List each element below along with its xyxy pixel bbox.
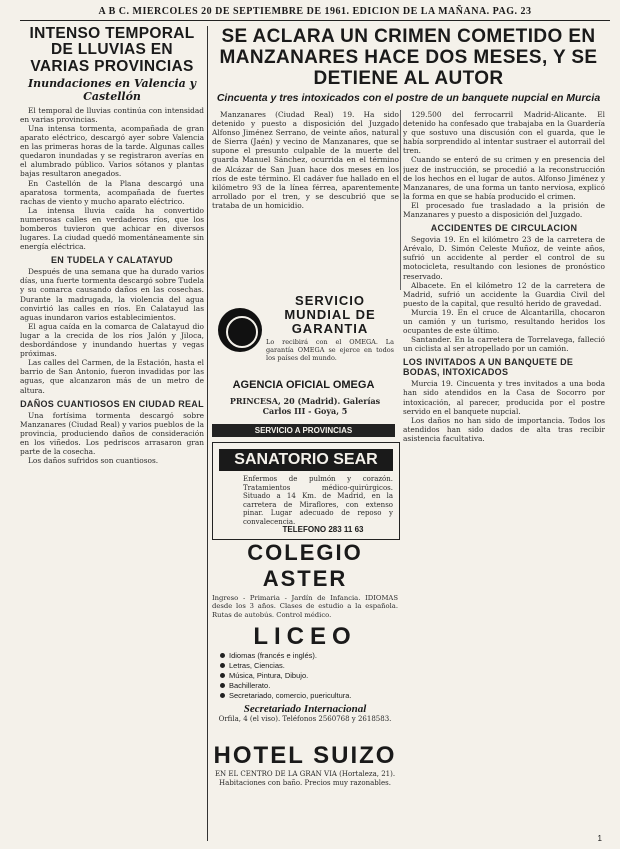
column-rule — [400, 110, 401, 290]
section-heading: EN TUDELA Y CALATAYUD — [51, 255, 173, 266]
list-item: Bachillerato. — [220, 681, 398, 691]
liceo-list — [220, 651, 398, 701]
hotel-ad — [212, 742, 398, 842]
hotel-title: HOTEL SUIZO — [213, 742, 397, 769]
colegio-title: COLEGIO ASTER — [247, 540, 363, 591]
section-heading: ACCIDENTES DE CIRCULACION — [430, 223, 578, 234]
paragraph: Las calles del Carmen, de la Estación, hasta el barrio de San Antonio, fueron invadidas por las aguas, que alcanzaron más de un metro de altura. — [20, 358, 204, 395]
news-article — [403, 110, 605, 443]
paragraph: Cuando se enteró de su crimen y en presencia del juez de instrucción, se procedió a la reconstrucción de los hechos en el lugar de autos. Alfonso Jiménez y Manzanares, de una forma un tanto nerviosa, explicó la forma en que se había producido el crimen. — [403, 155, 605, 201]
page-number: 1 — [597, 834, 602, 843]
liceo-title: LICEO — [253, 623, 357, 651]
hotel-text: EN EL CENTRO DE LA GRAN VIA (Hortaleza, 21). Habitaciones con baño. Precios muy razonables. — [214, 770, 396, 787]
paragraph: El procesado fue trasladado a la prisión de Manzanares y puesto a disposición del Juzgado. — [403, 200, 605, 220]
colegio-ad — [212, 540, 398, 740]
list-item: Letras, Ciencias. — [220, 661, 398, 671]
paragraph: Murcia 19. Cincuenta y tres invitados a una boda han sido atendidos en la Casa de Socorro por intoxicación, al parecer, producida por el postre servido en el banquete nupcial. — [403, 379, 605, 416]
list-item: Música, Pintura, Dibujo. — [220, 671, 398, 681]
sanatorio-ad — [212, 442, 400, 540]
colegio-contact: Orfila, 4 (el viso). Teléfonos 2560768 y 2618583. — [218, 715, 392, 724]
crime-subhead: Cincuenta y tres intoxicados con el postre de un banquete nupcial en Murcia — [216, 92, 601, 104]
weather-headline: INTENSO TEMPORAL DE LLUVIAS EN VARIAS PROVINCIAS — [29, 26, 195, 75]
paragraph: Segovia 19. En el kilómetro 23 de la carretera de Arévalo, D. Simón Celeste Muñoz, de veinte años, sufrió un accidente al perder el control de su motocicleta, resultando con lesiones de pronóstico reservado. — [403, 235, 605, 281]
paragraph: El agua caída en la comarca de Calatayud dio lugar a la crecida de los ríos Jalón y Jiloca, desbordándose y inundando huertas y vegas próximas. — [20, 321, 204, 359]
omega-agency: AGENCIA OFICIAL OMEGA — [232, 379, 375, 391]
column-rule — [207, 26, 208, 841]
weather-subhead: Inundaciones en Valencia y Castellón — [27, 76, 197, 103]
column-crime — [212, 110, 399, 288]
column-weather — [20, 26, 204, 841]
omega-ad — [212, 290, 395, 440]
paragraph: El temporal de lluvias continúa con intensidad en varias provincias. — [20, 105, 204, 124]
paragraph: La intensa lluvia caída ha convertido numerosas calles en verdaderos ríos, que los bomberos tuvieron que achicar en diversos lugares. La ciudad quedó momentáneamente sin energía eléctrica. — [20, 205, 204, 252]
masthead: A B C. MIERCOLES 20 DE SEPTIEMBRE DE 1961. EDICION DE LA MAÑANA. PAG. 23 — [20, 6, 610, 21]
omega-stripe: SERVICIO A PROVINCIAS — [212, 424, 395, 437]
crime-headline-block — [212, 26, 605, 104]
paragraph: Murcia 19. En el cruce de Alcantarilla, chocaron un camión y un turismo, resultando heridos los ocupantes de este último. — [403, 307, 605, 336]
paragraph: Santander. En la carretera de Torrelavega, falleció un ciclista al ser atropellado por un camión. — [403, 335, 605, 354]
paragraph: Después de una semana que ha durado varios días, una fuerte tormenta descargó sobre Tudela y su comarca causando daños en las cosechas. Durante la madrugada, la violencia del agua convirtió las calles en ríos. En Calatayud las aguas inundaron varios establecimientos. — [20, 267, 204, 322]
paragraph: Albacete. En el kilómetro 12 de la carretera de Madrid, sufrió un accidente la Guardia Civil del puesto de la capital, que resultó herido de gravedad. — [403, 280, 605, 308]
phone-number: 283 11 63 — [328, 525, 364, 534]
sanatorio-phone — [253, 525, 393, 534]
secretariado-heading: Secretariado Internacional — [243, 703, 367, 716]
list-item: Idiomas (francés e inglés). — [220, 651, 398, 661]
omega-address: PRINCESA, 20 (Madrid). Galerías Carlos III - Goya, 5 — [229, 396, 381, 416]
globe-icon — [218, 308, 262, 352]
phone-label: TELEFONO — [282, 525, 327, 534]
section-heading: DAÑOS CUANTIOSOS EN CIUDAD REAL — [20, 398, 204, 409]
weather-article — [20, 106, 204, 465]
paragraph: 129.500 del ferrocarril Madrid-Alicante. El detenido ha confesado que trabajaba en la Guardería y que sostuvo una discusión con el guarda, que le había sorprendido al intentar sustraer el autorrail del tren. — [403, 110, 605, 156]
colegio-text: Ingreso - Primaria - Jardín de Infancia. IDIOMAS desde los 3 años. Clases de estudio a la española. Rutas de autobús. Control médico. — [212, 594, 398, 619]
crime-headline: SE ACLARA UN CRIMEN COMETIDO EN MANZANARES HACE DOS MESES, Y SE DETIENE AL AUTOR — [219, 26, 598, 89]
paragraph: Los daños sufridos son cuantiosos. — [28, 456, 159, 466]
column-news — [403, 110, 605, 840]
sanatorio-text: Enfermos de pulmón y corazón. Tratamientos médico-quirúrgicos. Situado a 14 Km. de Madrid, en la carretera de Miraflores, con extenso pinar. Lugar adecuado de reposo y convalecencia. — [243, 475, 393, 526]
paragraph: Manzanares (Ciudad Real) 19. Ha sido detenido y puesto a disposición del Juzgado Alfonso Jiménez Serrano, de veinte años, natural de Sierra (Jaén) y vecino de Manzanares, que se supone el presunto culpable de la muerte del guarda Manuel Sánchez, ocurrida en el término de Alcázar de San Juan hace dos meses en los ríos de este término. El cadáver fue hallado en el kilómetro 93 de la línea férrea, aparentemente arrollado por el tren, y se descubrió que se trataba de un homicidio. — [212, 110, 399, 210]
list-item: Secretariado, comercio, puericultura. — [220, 691, 398, 701]
omega-ad-title: SERVICIO MUNDIAL DE GARANTIA — [284, 293, 376, 336]
paragraph: En Castellón de la Plana descargó una aparatosa tormenta, acompañada de fuertes rachas de viento y mucho aparato eléctrico. — [20, 178, 204, 206]
crime-article — [212, 110, 399, 210]
section-heading: LOS INVITADOS A UN BANQUETE DE BODAS, INTOXICADOS — [403, 357, 574, 378]
paragraph: Los daños no han sido de importancia. Todos los atendidos han sido dados de alta tras recibir asistencia facultativa. — [403, 415, 605, 443]
paragraph: Una fortísima tormenta descargó sobre Manzanares (Ciudad Real) y varios pueblos de la provincia, produciendo daños de consideración en los viñedos. Los pedriscos arrasaron gran parte de la cosecha. — [20, 410, 204, 456]
paragraph: Una intensa tormenta, acompañada de gran aparato eléctrico, descargó ayer sobre Valencia en las primeras horas de la tarde. Algunas calles quedaron inundadas y se registraron averías en el alumbrado público. Varios sótanos y plantas bajas resultaron anegados. — [20, 123, 204, 179]
omega-ad-text: Lo recibirá con el OMEGA. La garantía OMEGA se ejerce en todos los países del mundo. — [266, 338, 394, 362]
sanatorio-title: SANATORIO SEAR — [234, 451, 378, 468]
